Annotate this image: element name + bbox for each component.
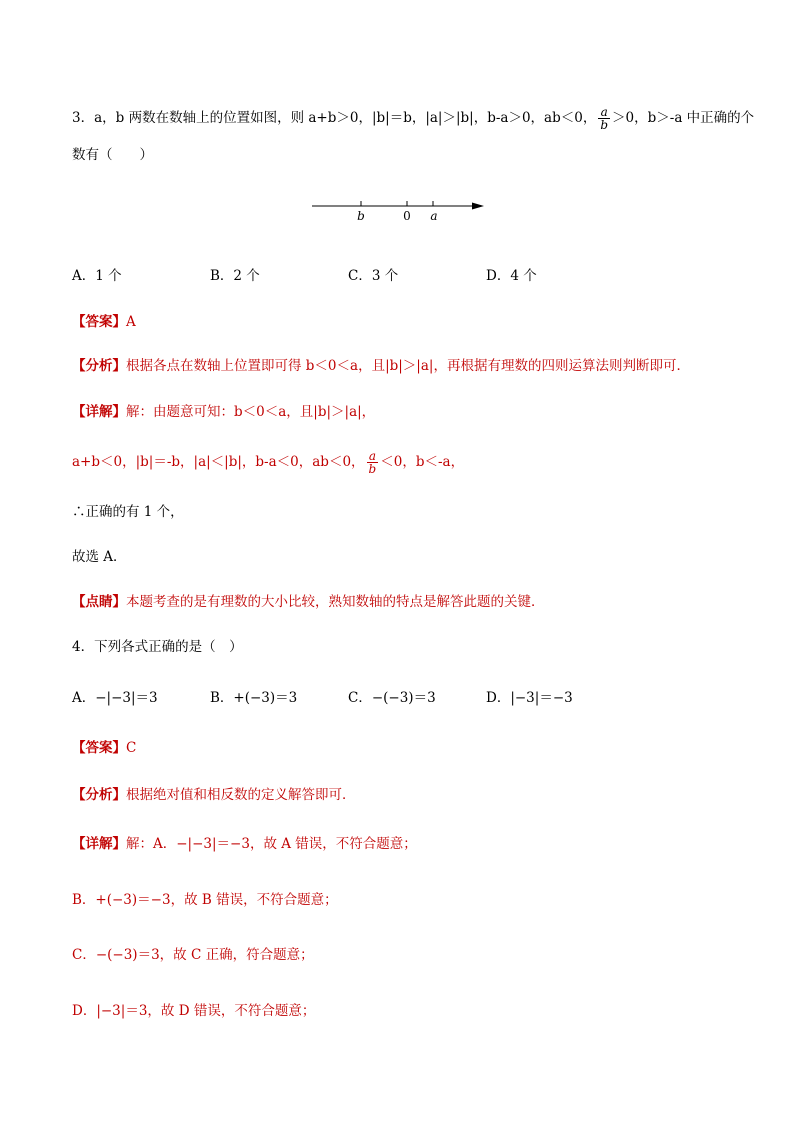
detail-2a: a+b＜0，|b|＝-b，|a|＜|b|，b-a＜0，ab＜0， [72,454,365,470]
q4-option-b: B．+(−3)＝3 [210,690,298,706]
analysis-tag: 【分析】 [72,358,126,374]
q4-detail-d: D．|−3|＝3，故 D 错误，不符合题意； [72,1003,316,1019]
q4-option-c: C．−(−3)＝3 [348,690,436,706]
detail-text: 解：由题意可知：b＜0＜a，且|b|＞|a|， [126,404,376,420]
q3-analysis [72,356,690,376]
fraction-numerator: a [598,106,610,119]
answer-tag: 【答案】 [72,314,126,330]
q3-option-d: D．4 个 [486,268,537,284]
q4-analysis [72,785,356,805]
q3-answer [72,312,136,332]
q4-stem: 4．下列各式正确的是（ ） [72,639,243,655]
number-line-figure [300,196,500,226]
q3-detail-4: 故选 A． [72,549,127,565]
q3-option-b: B．2 个 [210,268,260,284]
q3-stem-line2: 数有（ ） [72,147,153,163]
comment-text: 本题考查的是有理数的大小比较，熟知数轴的特点是解答此题的关键． [126,594,545,610]
q3-detail-1 [72,402,375,422]
comment-tag: 【点睛】 [72,594,126,610]
label-zero: 0 [403,209,411,223]
q3-detail-3: ∴正确的有 1 个， [72,504,184,520]
q3-fraction [598,106,610,131]
analysis-text: 根据绝对值和相反数的定义解答即可． [126,787,356,803]
analysis-text: 根据各点在数轴上位置即可得 b＜0＜a，且|b|＞|a|，再根据有理数的四则运算法则判断即可． [126,358,690,374]
number-line-arrow [472,203,484,210]
q3-detail-2 [72,450,464,475]
analysis-tag: 【分析】 [72,787,126,803]
q4-option-a: A．−|−3|＝3 [72,690,158,706]
detail-2b: ＜0，b＜-a， [380,454,465,470]
q3-option-c: C．3 个 [348,268,399,284]
detail-tag: 【详解】 [72,836,126,852]
q3-option-a: A．1 个 [72,268,122,284]
q4-detail-b: B．+(−3)＝−3，故 B 错误，不符合题意； [72,892,338,908]
q3-stem-tail: ＞0，b＞-a 中正确的个 [612,110,755,126]
q4-answer [72,738,136,758]
label-b: b [357,209,365,223]
answer-value: A [126,314,136,330]
detail-fraction [367,450,379,475]
q3-stem-text: 3．a，b 两数在数轴上的位置如图，则 a+b＞0，|b|＝b，|a|＞|b|，b-a＞0，ab＜0， [72,110,597,126]
detail-a-text: 解：A．−|−3|＝−3，故 A 错误，不符合题意； [126,836,417,852]
answer-value: C [126,740,137,756]
fraction-denominator: b [600,118,609,132]
detail-tag: 【详解】 [72,404,126,420]
q4-detail-c: C．−(−3)＝3，故 C 正确，符合题意； [72,947,314,963]
answer-tag: 【答案】 [72,740,126,756]
label-a: a [430,209,438,223]
fraction-numerator: a [367,450,379,463]
q4-option-d: D．|−3|＝−3 [486,690,573,706]
q4-detail-a [72,834,417,854]
fraction-denominator: b [368,462,377,476]
q3-stem-line1 [72,106,754,131]
q3-comment [72,592,545,612]
